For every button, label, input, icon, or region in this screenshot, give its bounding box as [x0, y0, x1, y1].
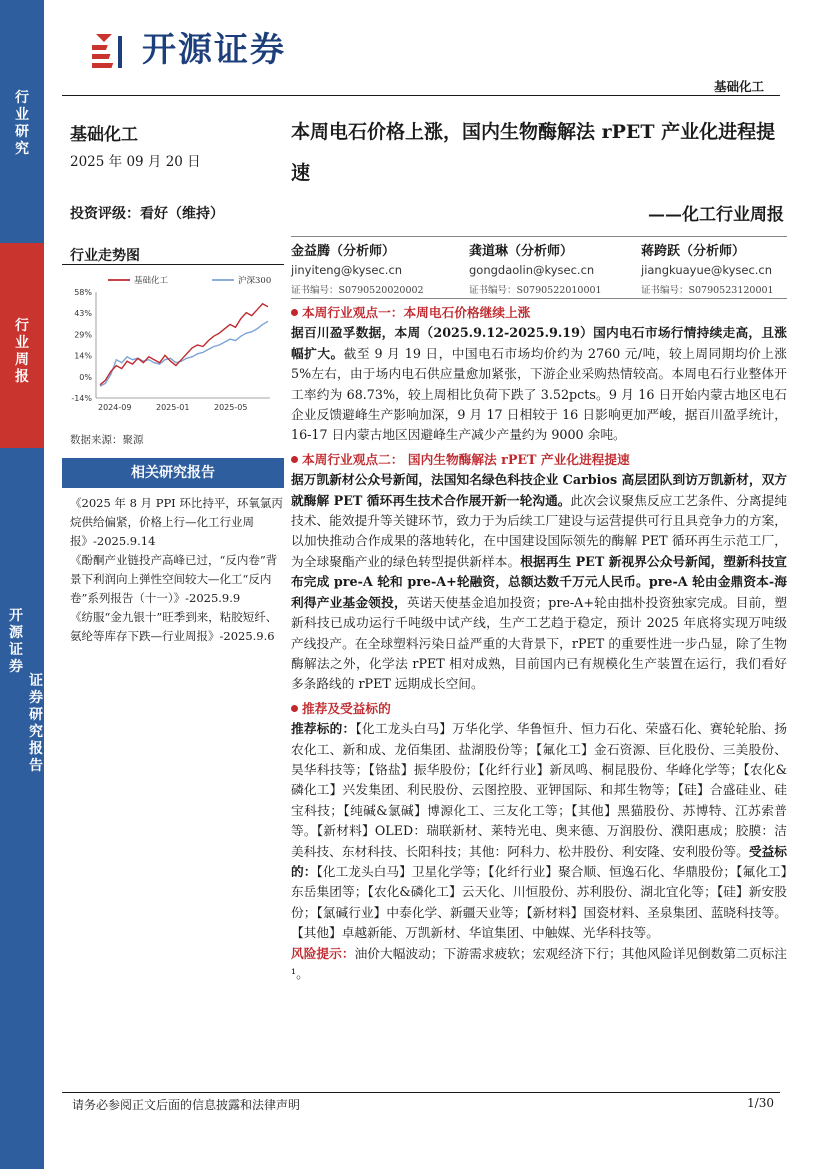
side-band-segment-firm [0, 448, 44, 1169]
y-tick-label: 58% [74, 288, 92, 297]
section-heading-3: 推荐及受益标的 [291, 699, 787, 719]
analyst-bottom-rule [291, 298, 787, 299]
side-text-research: 行 业 研 究 [15, 90, 29, 157]
trend-chart [62, 272, 284, 420]
related-reports-title: 相关研究报告 [62, 458, 284, 488]
legend-label: 沪深300 [238, 276, 272, 286]
report-subtitle: ——化工行业周报 [648, 205, 784, 225]
analyst-card [641, 240, 811, 296]
data-source: 数据来源：聚源 [70, 434, 144, 446]
analyst-email[interactable]: jinyiteng@kysec.cn [291, 263, 403, 277]
bullet-dot-icon [291, 705, 298, 712]
side-text-report: 证 券 研 究 报 告 [29, 673, 43, 774]
analyst-cert: 证书编号：S0790523120001 [641, 285, 774, 296]
y-tick-label: 0% [79, 372, 92, 382]
bullet-dot-icon [291, 309, 298, 316]
header-rule [62, 95, 780, 96]
risk-paragraph: 风险提示：油价大幅波动；下游需求疲软；宏观经济下行；其他风险详见倒数第二页标注¹。 [291, 945, 787, 981]
analyst-top-rule [291, 236, 787, 237]
series-line-csi300 [100, 321, 268, 386]
related-report-item[interactable]: 《纺服“金九银十”旺季到来，粘胶短纤、氨纶等库存下跌—行业周报》-2025.9.6 [70, 610, 278, 643]
sector-name: 基础化工 [70, 125, 138, 145]
page-number: 1/30 [747, 1096, 774, 1110]
analyst-cert: 证书编号：S0790522010001 [469, 285, 602, 296]
y-tick-label: -14% [71, 394, 92, 403]
analyst-name: 龚道琳（分析师） [469, 244, 574, 259]
side-band-segment-research [0, 0, 44, 243]
analyst-card [469, 240, 639, 296]
section-heading-1: 本周行业观点一：本周电石价格继续上涨 [291, 303, 787, 323]
side-band-segment-weekly [0, 243, 44, 448]
section-heading-2: 本周行业观点二： 国内生物酶解法 rPET 产业化进程提速 [291, 450, 787, 470]
recommendations-paragraph: 推荐标的：【化工龙头白马】万华化学、华鲁恒升、恒力石化、荣盛石化、赛轮轮胎、扬农化工、新和成、龙佰集团、盐湖股份等；【氟化工】金石资源、巨化股份、三美股份、昊华科技等；【铬盐】振华股份；【化纤行业】新凤鸣、桐昆股份、华峰化学等；【农化&磷化工】兴发集团、利民股份、云图控股、亚钾国际、和邦生物等；【硅】合盛硅业、硅宝科技；【纯碱&氯碱】博源化工、三友化工等；【其他】黑猫股份、苏博特、江苏索普等。【新材料】OLED：瑞联新材、莱特光电、奥来德、万润股份、濮阳惠成；胶膜：洁美科技、东材科技、长阳科技；其他：阿科力、松井股份、利安隆、安利股份等。受益标的：【化工龙头白马】卫星化学等；【化纤行业】聚合顺、恒逸石化、华鼎股份；【氟化工】东岳集团等；【农化&磷化工】云天化、川恒股份、苏利股份、湖北宜化等；【硅】新安股份；【氯碱行业】中泰化学、新疆天业等；【新材料】国瓷材料、圣泉集团、蓝晓科技等。【其他】卓越新能、万凯新材、华谊集团、中触媒、光华科技等。 [291, 721, 788, 941]
section-1-paragraph: 据百川盈孚数据，本周（2025.9.12-2025.9.19）国内电石市场行情持续走高，且涨幅扩大。截至 9 月 19 日，中国电石市场均价约为 2760 元/吨，较上周同期均价上涨 5%左右，由于场内电石供应量愈加紧张，下游企业采购热情较高。本周电石行业整体开工率约为 68.73%，较上周相比负荷下跌了 3.52pcts。9 月 16 日开始内蒙古地区电石企业反馈避峰生产影响加深，9 月 17 日相较于 16 日影响更加严峻，据百川盈孚统计，16-17 日内蒙古地区因避峰生产减少产量约为 9000 余吨。 [291, 325, 787, 443]
footer-disclaimer: 请务必参阅正文后面的信息披露和法律声明 [72, 1098, 301, 1112]
logo-text: 开源证券 [142, 30, 286, 70]
analyst-email[interactable]: gongdaolin@kysec.cn [469, 263, 595, 277]
logo-mark-icon [92, 28, 136, 72]
report-body [291, 300, 787, 984]
analyst-card [291, 240, 461, 296]
company-logo [92, 28, 342, 74]
analyst-cert: 证书编号：S0790520020002 [291, 285, 424, 296]
footer-rule [62, 1092, 780, 1093]
series-line-chemical [100, 304, 268, 385]
report-title: 本周电石价格上涨，国内生物酶解法 rPET 产业化进程提速 [291, 121, 776, 184]
analyst-email[interactable]: jiangkuayue@kysec.cn [641, 263, 773, 277]
side-text-weekly: 行 业 周 报 [15, 318, 29, 385]
analyst-block [291, 240, 787, 298]
trend-chart-title: 行业走势图 [70, 248, 140, 264]
analyst-name: 蒋跨跃（分析师） [641, 244, 746, 259]
section-2-paragraph: 据万凯新材公众号新闻，法国知名绿色科技企业 Carbios 高层团队到访万凯新材，双方就酶解 PET 循环再生技术合作展开新一轮沟通。此次会议聚焦反应工艺条件、分离提纯技术、能效提升等关键环节，致力于为后续工厂建设与运营提供可行且具竞争力的方案，以加快推动合作成果的落地转化，在中国建设国际领先的酶解 PET 循环再生示范工厂，为全球聚酯产业的绿色转型提供新样本。根据再生 PET 新视界公众号新闻，塑新科技宣布完成 pre-A 轮和 pre-A+轮融资，总额达数千万元人民币。pre-A 轮由金鼎资本-海利得产业基金领投，英诺天使基金追加投资；pre-A+轮由拙朴投资独家完成。目前，塑新科技已成功运行千吨级中试产线，生产工艺趋于稳定，预计 2025 年底将实现万吨级产线投产。在全球塑料污染日益严重的大背景下，rPET 的重要性进一步凸显，除了生物酶解法之外，化学法 rPET 相对成熟，目前国内已有规模化生产装置在运行，我们看好多条路线的 rPET 远期成长空间。 [291, 472, 788, 692]
x-tick-label: 2025-05 [214, 403, 248, 412]
related-report-item[interactable]: 《2025 年 8 月 PPI 环比持平，环氧氯丙烷供给偏紧，价格上行—化工行业周报》-2025.9.14 [70, 496, 283, 548]
x-tick-label: 2025-01 [156, 403, 190, 412]
investment-rating: 投资评级：看好（维持） [70, 206, 224, 222]
y-tick-label: 14% [74, 351, 92, 361]
header-category: 基础化工 [713, 79, 764, 94]
trend-rule [62, 264, 284, 265]
related-reports-list [70, 494, 284, 646]
analyst-name: 金益腾（分析师） [291, 244, 396, 259]
y-tick-label: 29% [74, 330, 92, 340]
related-report-item[interactable]: 《酚酮产业链投产高峰已过，“反内卷”背景下利润向上弹性空间较大—化工“反内卷”系列报告（十一）》-2025.9.9 [70, 553, 278, 605]
y-tick-label: 43% [74, 309, 92, 319]
x-tick-label: 2024-09 [98, 403, 132, 412]
report-date: 2025 年 09 月 20 日 [70, 154, 201, 170]
legend-label: 基础化工 [134, 276, 169, 286]
side-text-firm: 开 源 证 券 [9, 608, 23, 675]
bullet-dot-icon [291, 456, 298, 463]
side-band [0, 0, 44, 1169]
